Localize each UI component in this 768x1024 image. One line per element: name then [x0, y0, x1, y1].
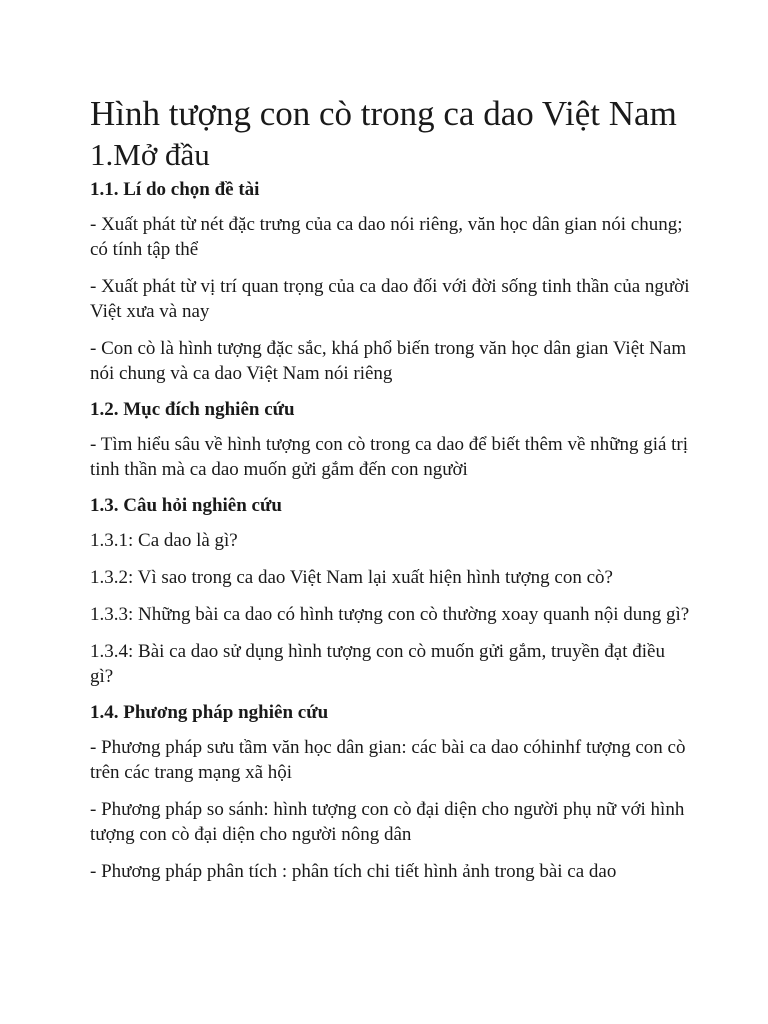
section-methods [90, 701, 690, 884]
section-heading: 1.2. Mục đích nghiên cứu [90, 399, 295, 420]
paragraph: 1.3.2: Vì sao trong ca dao Việt Nam lại xuất hiện hình tượng con cò? [90, 567, 613, 588]
paragraph: 1.3.1: Ca dao là gì? [90, 530, 238, 551]
paragraph: - Tìm hiểu sâu về hình tượng con cò trong ca dao để biết thêm về những giá trị tinh thần mà ca dao muốn gửi gắm đến con người [90, 434, 689, 480]
paragraph: - Phương pháp sưu tầm văn học dân gian: các bài ca dao cóhinhf tượng con cò trên các trang mạng xã hội [90, 737, 686, 783]
paragraph: - Xuất phát từ vị trí quan trọng của ca dao đối với đời sống tinh thần của người Việt xưa và nay [90, 276, 690, 322]
paragraph: - Phương pháp phân tích : phân tích chi tiết hình ảnh trong bài ca dao [90, 861, 617, 882]
section-title: 1.Mở đầu [90, 137, 210, 172]
document-title: Hình tượng con cò trong ca dao Việt Nam [90, 94, 677, 133]
paragraph: 1.3.4: Bài ca dao sử dụng hình tượng con cò muốn gửi gắm, truyền đạt điều gì? [90, 641, 665, 687]
paragraph: - Phương pháp so sánh: hình tượng con cò đại diện cho người phụ nữ với hình tượng con cò đại diện cho người nông dân [90, 799, 685, 845]
section-purpose [90, 398, 690, 482]
paragraph: - Xuất phát từ nét đặc trưng của ca dao nói riêng, văn học dân gian nói chung; có tính tập thể [90, 214, 683, 260]
section-reasons [90, 178, 690, 386]
section-questions [90, 494, 690, 689]
section-heading: 1.4. Phương pháp nghiên cứu [90, 702, 329, 723]
paragraph: 1.3.3: Những bài ca dao có hình tượng con cò thường xoay quanh nội dung gì? [90, 604, 690, 625]
document-page [90, 92, 690, 896]
paragraph: - Con cò là hình tượng đặc sắc, khá phổ biến trong văn học dân gian Việt Nam nói chung và ca dao Việt Nam nói riêng [90, 338, 687, 384]
section-heading: 1.1. Lí do chọn đề tài [90, 179, 260, 200]
section-heading: 1.3. Câu hỏi nghiên cứu [90, 495, 282, 516]
